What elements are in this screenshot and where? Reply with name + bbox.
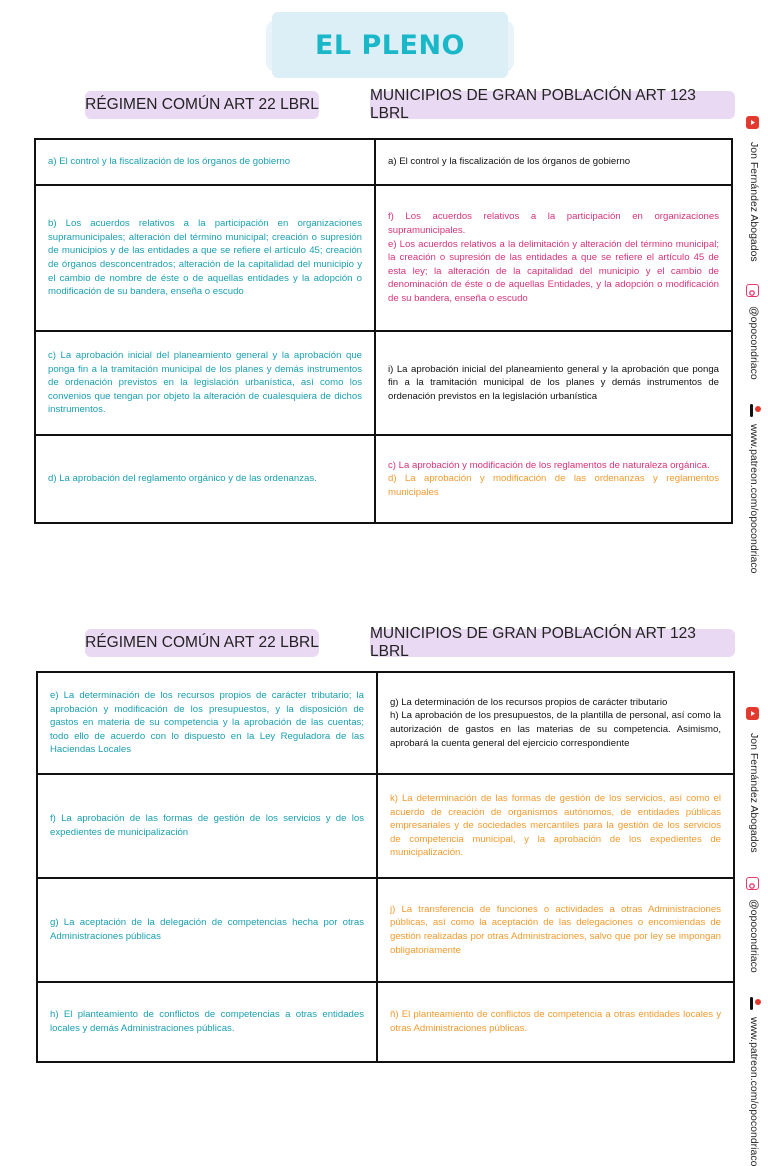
table-row	[37, 774, 734, 878]
left-cell: d) La aprobación del reglamento orgánico y de las ordenanzas.	[35, 435, 375, 523]
right-cell-paragraph: h) La aprobación de los presupuestos, de la plantilla de personal, así como la autorización de gastos en las materias de su competencia. Asimismo, aprobará la cuenta general del ejercicio correspondiente	[390, 710, 721, 749]
header-left: RÉGIMEN COMÚN ART 22 LBRL	[85, 629, 319, 657]
right-cell	[377, 774, 734, 878]
right-cell-paragraph: k) La determinación de las formas de gestión de los servicios, así como el acuerdo de creación de organismos autónomos, de entidades públicas empresariales y de sociedades mercantiles para la gestión de los servicios de competencia municipal, y la aprobación de los expedientes de municipalización.	[390, 792, 721, 859]
left-cell: b) Los acuerdos relativos a la participación en organizaciones supramunicipales; alteración del término municipal; creación o supresión de municipios y de las entidades a que se refiere el artículo 45; creación de órganos desconcentrados; alteración de la capitalidad del municipio y el cambio de nombre de éste o de aquellas entidades y la adopción o modificación de su bandera, enseña o escudo	[35, 185, 375, 331]
right-cell-paragraph: a) El control y la fiscalización de los órganos de gobierno	[388, 156, 631, 168]
firm-name: Jon Fernández Abogados	[748, 733, 760, 853]
left-cell: a) El control y la fiscalización de los órganos de gobierno	[35, 139, 375, 185]
instagram-icon[interactable]	[746, 284, 759, 297]
left-cell: c) La aprobación inicial del planeamiento general y la aprobación que ponga fin a la tramitación municipal de los planes y demás instrumentos de ordenación previstos en la legislación urbanística, así como los convenios que tengan por objeto la alteración de cualesquiera de dichos instrumentos.	[35, 331, 375, 435]
right-cell	[375, 435, 732, 523]
header-left: RÉGIMEN COMÚN ART 22 LBRL	[85, 91, 319, 119]
right-cell-paragraph: c) La aprobación y modificación de los reglamentos de naturaleza orgánica.	[388, 459, 710, 471]
left-cell: h) El planteamiento de conflictos de competencias a otras entidades locales y demás Administraciones públicas.	[37, 982, 377, 1062]
patreon-url[interactable]: www.patreon.com/opocondriaco	[748, 424, 760, 574]
right-cell-paragraph: ñ) El planteamiento de conflictos de competencia a otras entidades locales y otras Administraciones públicas.	[390, 1009, 721, 1034]
right-cell-paragraph: f) Los acuerdos relativos a la participación en organizaciones supramunicipales.	[388, 211, 719, 236]
instagram-handle[interactable]: @opocondriaco	[748, 306, 760, 380]
right-cell	[375, 185, 732, 331]
header-right: MUNICIPIOS DE GRAN POBLACIÓN ART 123 LBRL	[370, 91, 735, 119]
left-cell: e) La determinación de los recursos propios de carácter tributario; la aprobación y modificación de los presupuestos, y la disposición de gastos en materia de su competencia y la aprobación de las cuentas; todo ello de acuerdo con lo dispuesto en la Ley Reguladora de las Haciendas Locales	[37, 672, 377, 774]
left-cell: f) La aprobación de las formas de gestión de los servicios y de los expedientes de municipalización	[37, 774, 377, 878]
table-row	[37, 672, 734, 774]
table-row	[35, 331, 732, 435]
right-cell	[377, 982, 734, 1062]
patreon-icon-dot	[755, 999, 761, 1005]
right-cell	[375, 139, 732, 185]
comparison-table-2	[36, 671, 735, 1063]
table-row	[35, 435, 732, 523]
right-cell	[377, 672, 734, 774]
right-cell-paragraph: e) Los acuerdos relativos a la delimitación y alteración del término municipal; la creación o supresión de las entidades a que se refiere el artículo 45 de esta ley; la alteración de la capitalidad del municipio y el cambio de denominación de éste o de aquellas Entidades, y la adopción o modificación de su bandera, enseña o escudo	[388, 238, 719, 305]
right-cell-paragraph: j) La transferencia de funciones o actividades a otras Administraciones públicas, así como la aceptación de las delegaciones o encomiendas de gestión realizadas por otras Administraciones, salvo que por ley se impongan obligatoriamente	[390, 903, 721, 956]
side-branding-top	[742, 112, 768, 592]
instagram-handle[interactable]: @opocondriaco	[748, 899, 760, 973]
patreon-icon[interactable]	[750, 997, 753, 1010]
table-row	[37, 878, 734, 982]
patreon-url[interactable]: www.patreon.com/opocondriaco	[748, 1017, 760, 1166]
comparison-table-1	[34, 138, 733, 524]
right-cell	[377, 878, 734, 982]
left-cell: g) La aceptación de la delegación de competencias hecha por otras Administraciones públicas	[37, 878, 377, 982]
right-cell-paragraph: g) La determinación de los recursos propios de carácter tributario	[390, 696, 668, 708]
patreon-icon-dot	[755, 406, 761, 412]
firm-name: Jon Fernández Abogados	[748, 142, 760, 262]
right-cell-paragraph: i) La aprobación inicial del planeamiento general y la aprobación que ponga fin a la tramitación municipal de los planes y demás instrumentos de ordenación previstos en la legislación urbanística	[388, 363, 719, 402]
title-banner	[272, 12, 508, 78]
table-row	[35, 139, 732, 185]
header-right: MUNICIPIOS DE GRAN POBLACIÓN ART 123 LBRL	[370, 629, 735, 657]
page-title: EL PLENO	[314, 29, 466, 61]
youtube-icon[interactable]	[746, 116, 759, 129]
table-row	[37, 982, 734, 1062]
patreon-icon[interactable]	[750, 404, 753, 417]
youtube-icon[interactable]	[746, 707, 759, 720]
instagram-icon[interactable]	[746, 877, 759, 890]
right-cell	[375, 331, 732, 435]
right-cell-paragraph: d) La aprobación y modificación de las ordenanzas y reglamentos municipales	[388, 473, 719, 498]
table-row	[35, 185, 732, 331]
side-branding-bottom	[742, 703, 768, 1166]
